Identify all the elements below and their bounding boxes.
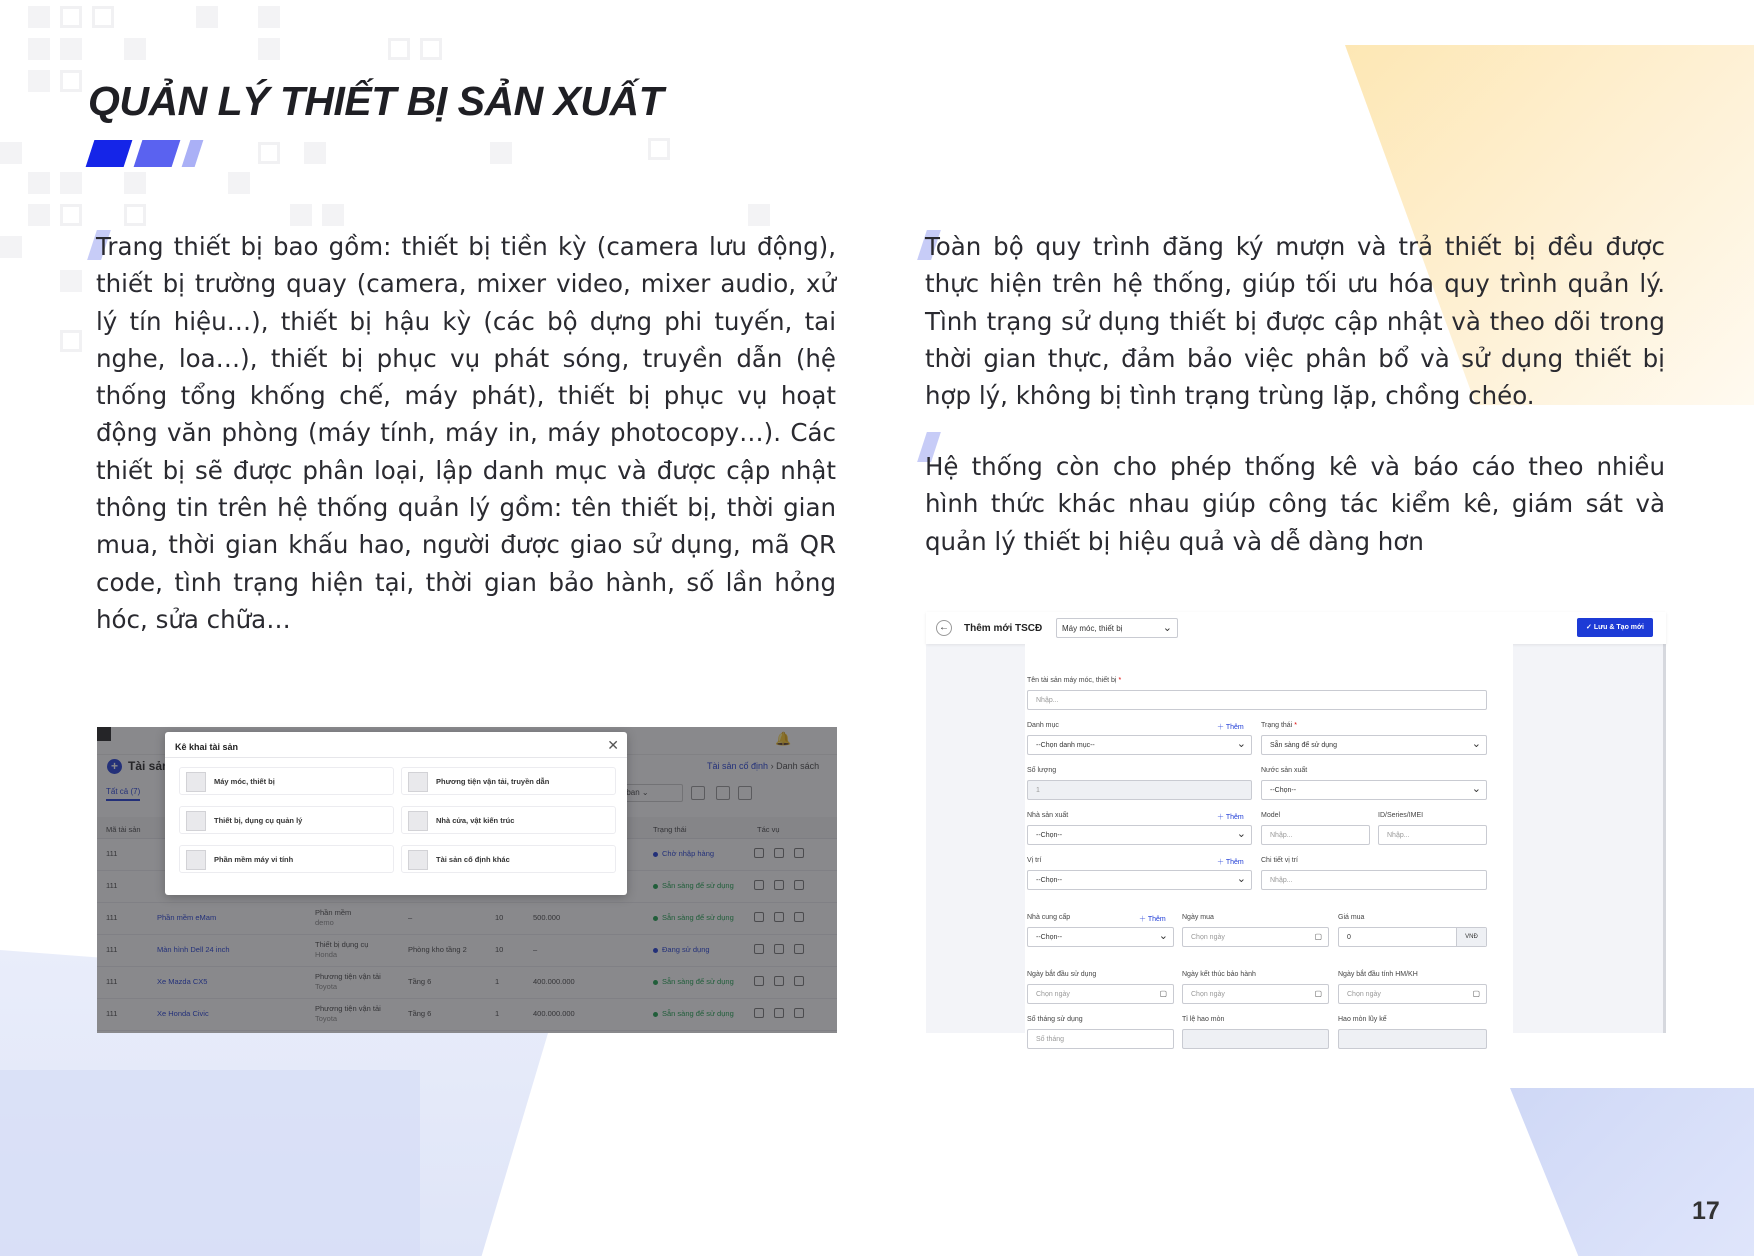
asset-type-label: Phương tiện vận tải, truyền dẫn — [436, 777, 550, 786]
background-blue-shape-left-dark — [0, 1070, 420, 1256]
serial-label: ID/Series/IMEI — [1378, 812, 1424, 819]
asset-type-icon — [186, 772, 206, 792]
required-mark: * — [1118, 677, 1122, 684]
maker-select[interactable]: --Chọn-- ⌄ — [1027, 825, 1252, 845]
background-pixel-square — [290, 204, 312, 226]
background-pixel-square — [124, 172, 146, 194]
background-pixel-square — [28, 204, 50, 226]
page-title: QUẢN LÝ THIẾT BỊ SẢN XUẤT — [88, 78, 664, 124]
asset-type-icon — [186, 811, 206, 831]
category-select[interactable]: --Chọn danh mục-- ⌄ — [1027, 735, 1252, 755]
depreciation-start-date-picker[interactable]: Chọn ngày ▢ — [1338, 984, 1487, 1004]
add-asset-form-screenshot — [926, 612, 1666, 1043]
background-pixel-square — [60, 330, 82, 352]
modal-divider — [165, 757, 627, 758]
warranty-end-date-picker[interactable]: Chọn ngày ▢ — [1182, 984, 1329, 1004]
background-pixel-square — [60, 6, 82, 28]
asset-type-label: Phần mềm máy vi tính — [214, 855, 294, 864]
serial-input[interactable]: Nhập... — [1378, 825, 1487, 845]
declare-asset-modal — [165, 732, 627, 895]
accumulated-depreciation-input[interactable] — [1338, 1029, 1487, 1049]
price-input[interactable] — [1338, 927, 1487, 947]
model-input[interactable]: Nhập... — [1261, 825, 1370, 845]
form-title: Thêm mới TSCĐ — [964, 623, 1043, 634]
background-pixel-square — [60, 70, 82, 92]
asset-type-select[interactable]: Máy móc, thiết bị ⌄ — [1056, 618, 1178, 638]
background-pixel-square — [92, 6, 114, 28]
background-pixel-square — [196, 6, 218, 28]
asset-type-label: Thiết bị, dụng cụ quản lý — [214, 816, 303, 825]
asset-name-input[interactable]: Nhập... — [1027, 690, 1487, 710]
background-pixel-square — [124, 38, 146, 60]
buy-date-label: Ngày mua — [1182, 914, 1214, 921]
background-pixel-square — [28, 38, 50, 60]
background-pixel-square — [490, 142, 512, 164]
buy-date-picker[interactable]: Chọn ngày ▢ — [1182, 927, 1329, 947]
months-input[interactable]: Số tháng — [1027, 1029, 1174, 1049]
paragraph-equipment: Trang thiết bị bao gồm: thiết bị tiền kỳ (camera lưu động), thiết bị trường quay (camera, mixer video, mixer audio, xử lý tín hiệu…), thiết bị hậu kỳ (các bộ dựng phi tuyến, tai nghe, loa…), thiết bị phục vụ phát sóng, truyền dẫn (hệ thống tổng khống chế, máy phát), thiết bị phục vụ hoạt động văn phòng (máy tính, máy in, máy photocopy…). Các thiết bị sẽ được phân loại, lập danh mục và được cập nhật thông tin trên hệ thống quản lý gồm: tên thiết bị, thời gian mua, thời gian khấu hao, người được giao sử dụng, mã QR code, tình trạng hiện tại, thời gian bảo hành, số lần hỏng hóc, sửa chữa… — [96, 232, 836, 634]
background-pixel-square — [0, 236, 22, 258]
quantity-label: Số lượng — [1027, 767, 1057, 774]
location-detail-label: Chi tiết vị trí — [1261, 857, 1298, 864]
asset-type-icon — [408, 850, 428, 870]
background-pixel-square — [648, 138, 670, 160]
add-location-link[interactable]: ＋ Thêm — [1217, 859, 1244, 866]
accumulated-depreciation-label: Hao mòn lũy kế — [1338, 1016, 1387, 1023]
asset-type-option[interactable] — [179, 845, 394, 873]
depreciation-rate-input[interactable] — [1182, 1029, 1329, 1049]
quantity-input[interactable]: 1 — [1027, 780, 1252, 800]
paragraph-process: Toàn bộ quy trình đăng ký mượn và trả thiết bị đều được thực hiện trên hệ thống, giúp tối ưu hóa quy trình quản lý. Tình trạng sử dụng thiết bị được cập nhật và theo dõi trong thời gian thực, đảm bảo việc phân bổ và sử dụng thiết bị hợp lý, không bị tình trạng trùng lặp, chồng chéo. — [925, 232, 1665, 411]
asset-list-screenshot — [97, 727, 837, 1033]
name-label — [1027, 677, 1121, 684]
save-and-new-button[interactable]: ✓ Lưu & Tạo mới — [1577, 618, 1653, 637]
asset-type-option[interactable] — [401, 806, 616, 834]
background-pixel-square — [60, 172, 82, 194]
country-select[interactable]: --Chọn-- ⌄ — [1261, 780, 1487, 800]
background-pixel-square — [388, 38, 410, 60]
currency-unit: VNĐ — [1456, 928, 1486, 946]
background-pixel-square — [28, 172, 50, 194]
depreciation-start-label: Ngày bắt đầu tính HM/KH — [1338, 971, 1418, 978]
supplier-label: Nhà cung cấp — [1027, 914, 1071, 921]
back-arrow-icon[interactable]: ← — [936, 620, 952, 636]
asset-type-option[interactable] — [401, 767, 616, 795]
background-pixel-square — [124, 204, 146, 226]
background-pixel-square — [258, 6, 280, 28]
title-accent-bar-3 — [182, 140, 204, 167]
required-mark: * — [1294, 722, 1297, 729]
background-pixel-square — [322, 204, 344, 226]
asset-form — [1025, 644, 1513, 1044]
close-icon[interactable]: ✕ — [607, 737, 619, 753]
background-pixel-square — [258, 38, 280, 60]
location-select[interactable]: --Chọn-- ⌄ — [1027, 870, 1252, 890]
background-pixel-square — [28, 6, 50, 28]
add-maker-link[interactable]: ＋ Thêm — [1217, 814, 1244, 821]
supplier-select[interactable]: --Chọn-- ⌄ — [1027, 927, 1174, 947]
title-accent-bar-1 — [86, 140, 133, 167]
depreciation-rate-label: Tỉ lệ hao mòn — [1182, 1016, 1225, 1023]
add-category-link[interactable]: ＋ Thêm — [1217, 724, 1244, 731]
name-label-text: Tên tài sản máy móc, thiết bị — [1027, 677, 1117, 684]
asset-type-option[interactable] — [179, 767, 394, 795]
asset-type-icon — [186, 850, 206, 870]
background-pixel-square — [60, 204, 82, 226]
asset-type-option[interactable] — [401, 845, 616, 873]
status-label-text: Trạng thái — [1261, 722, 1293, 729]
start-use-label: Ngày bắt đầu sử dụng — [1027, 971, 1097, 978]
start-use-date-picker[interactable]: Chọn ngày ▢ — [1027, 984, 1174, 1004]
price-label: Giá mua — [1338, 914, 1365, 921]
maker-label: Nhà sản xuất — [1027, 812, 1069, 819]
background-pixel-square — [258, 142, 280, 164]
category-label: Danh mục — [1027, 722, 1059, 729]
location-label: Vị trí — [1027, 857, 1042, 864]
background-blue-shape-right — [1510, 1088, 1754, 1256]
status-select[interactable]: Sẵn sàng để sử dụng ⌄ — [1261, 735, 1487, 755]
form-top-bar — [926, 612, 1666, 644]
background-pixel-square — [304, 142, 326, 164]
background-pixel-square — [228, 172, 250, 194]
background-pixel-square — [748, 204, 770, 226]
asset-type-icon — [408, 772, 428, 792]
background-pixel-square — [28, 70, 50, 92]
add-supplier-link[interactable]: ＋ Thêm — [1139, 916, 1166, 923]
asset-type-label: Tài sản cố định khác — [436, 855, 510, 864]
paragraph-reporting: Hệ thống còn cho phép thống kê và báo cáo theo nhiều hình thức khác nhau giúp công tác kiểm kê, giám sát và quản lý thiết bị hiệu quả và dễ dàng hơn — [925, 452, 1665, 556]
asset-type-label: Máy móc, thiết bị — [214, 777, 275, 786]
warranty-end-label: Ngày kết thúc bảo hành — [1182, 971, 1256, 978]
asset-type-option[interactable] — [179, 806, 394, 834]
background-pixel-square — [60, 270, 82, 292]
background-pixel-square — [60, 38, 82, 60]
title-accent-bar-2 — [134, 140, 181, 167]
modal-title: Kê khai tài sản — [175, 742, 239, 752]
asset-type-icon — [408, 811, 428, 831]
country-label: Nước sản xuất — [1261, 767, 1308, 774]
asset-type-label: Nhà cửa, vật kiến trúc — [436, 816, 515, 825]
location-detail-input[interactable]: Nhập... — [1261, 870, 1487, 890]
background-pixel-square — [0, 142, 22, 164]
model-label: Model — [1261, 812, 1281, 819]
page-number: 17 — [1692, 1197, 1720, 1225]
status-label — [1261, 722, 1297, 729]
background-pixel-square — [420, 38, 442, 60]
months-label: Số tháng sử dụng — [1027, 1016, 1083, 1023]
price-value: 0 — [1347, 934, 1351, 941]
